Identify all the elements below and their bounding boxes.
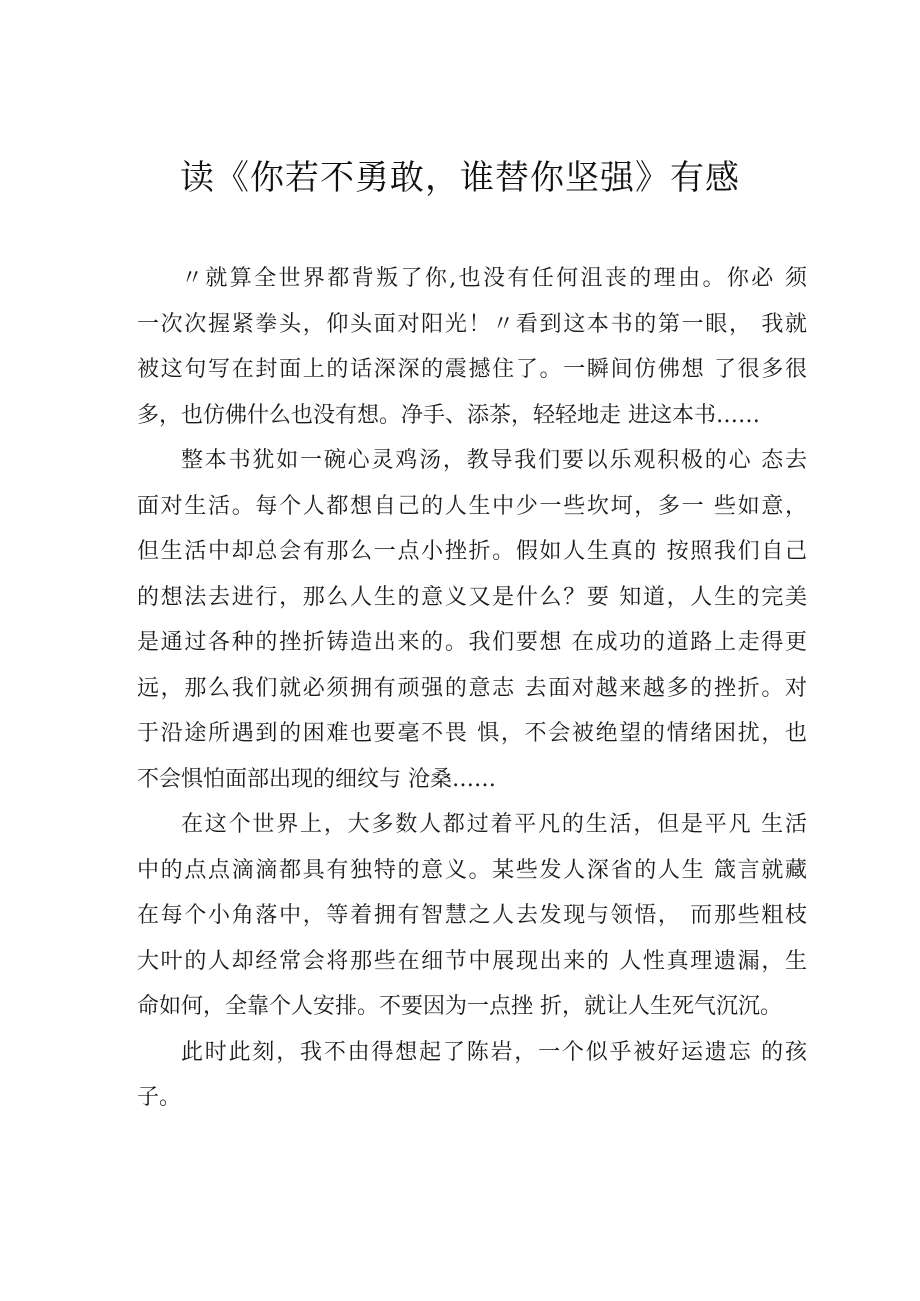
text-line: 于沿途所遇到的困难也要毫不畏 惧，不会被绝望的情绪困扰，也 [137, 721, 807, 746]
text-line: 子。 [137, 1085, 182, 1110]
paragraph-1 [137, 256, 807, 438]
text-line: 多，也仿佛什么也没有想。净手、添茶，轻轻地走 进这本书…… [137, 402, 760, 428]
text-line: 是通过各种的挫折铸造出来的。我们要想 在成功的道路上走得更 [137, 630, 807, 655]
text-line: 远，那么我们就必须拥有顽强的意志 去面对越来越多的挫折。对 [137, 675, 807, 701]
text-line: 在每个小角落中，等着拥有智慧之人去发现与领悟， 而那些粗枝 [137, 903, 807, 928]
text-line: 一次次握紧拳头，仰头面对阳光！〃看到这本书的第一眼， 我就 [137, 311, 807, 337]
paragraph-4 [137, 1030, 807, 1121]
text-line: 在这个世界上，大多数人都过着平凡的生活，但是平凡 生活 [181, 812, 807, 837]
text-line: 整本书犹如一碗心灵鸡汤，教导我们要以乐观积极的心 态去 [181, 448, 807, 473]
text-line: 不会惧怕面部出现的细纹与 沧桑…… [137, 766, 496, 792]
paragraph-2 [137, 438, 807, 802]
text-line: 此时此刻，我不由得想起了陈岩，一个似乎被好运遗忘 的孩 [181, 1039, 807, 1065]
text-line: 中的点点滴滴都具有独特的意义。某些发人深省的人生 箴言就藏 [137, 857, 807, 883]
text-line: 面对生活。每个人都想自己的人生中少一些坎坷，多一 些如意， [137, 493, 807, 519]
text-line: 〃就算全世界都背叛了你,也没有任何沮丧的理由。你必 须 [181, 266, 807, 291]
text-line: 的想法去进行，那么人生的意义又是什么？要 知道，人生的完美 [137, 584, 807, 610]
paragraph-3 [137, 802, 807, 1030]
text-line: 被这句写在封面上的话深深的震撼住了。一瞬间仿佛想 了很多很 [137, 357, 807, 382]
text-line: 命如何，全靠个人安排。不要因为一点挫 折，就让人生死气沉沉。 [137, 994, 782, 1019]
text-line: 大叶的人却经常会将那些在细节中展现出来的 人性真理遗漏，生 [137, 948, 807, 974]
text-line: 但生活中却总会有那么一点小挫折。假如人生真的 按照我们自己 [137, 539, 807, 564]
document-body [137, 256, 807, 1121]
document-title: 读《你若不勇敢，谁替你坚强》有感 [180, 158, 740, 198]
